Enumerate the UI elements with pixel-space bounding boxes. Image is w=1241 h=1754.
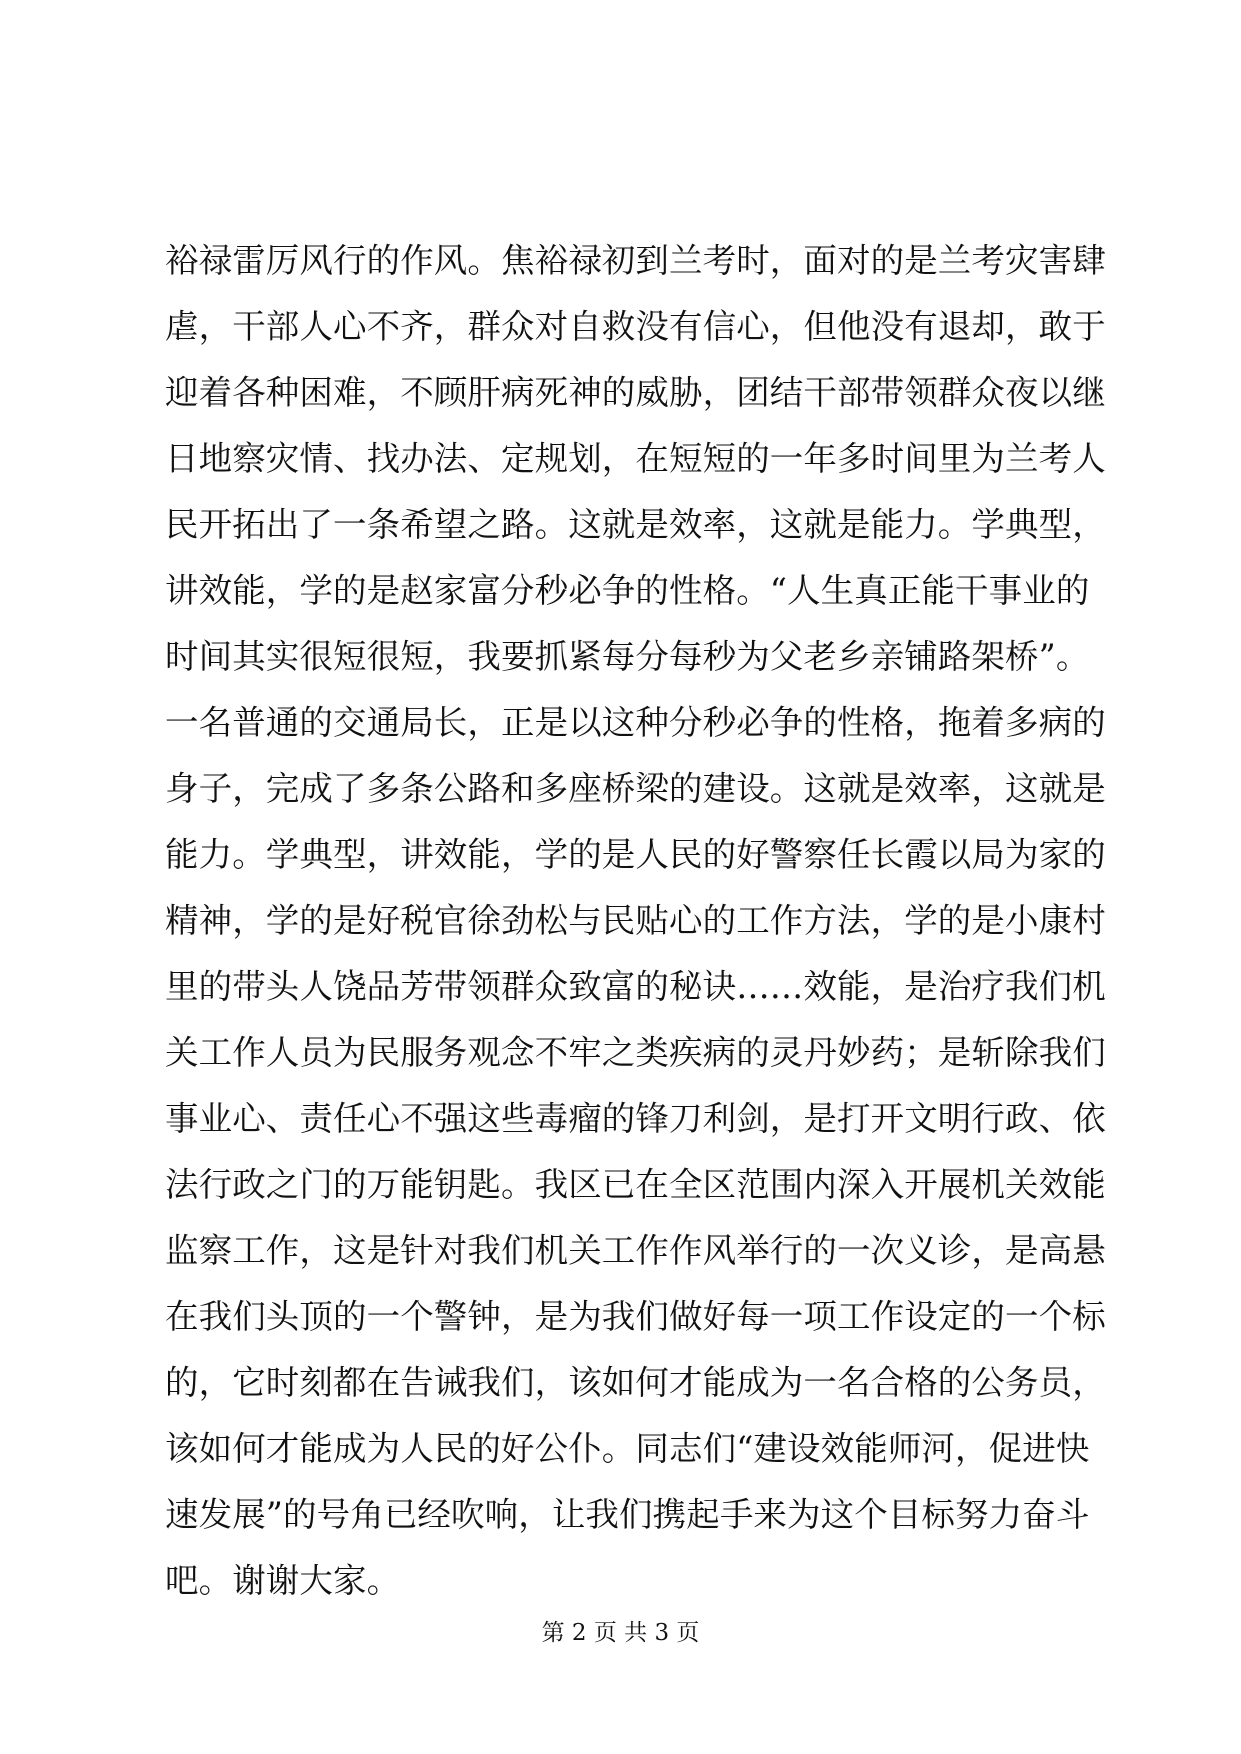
text-line: 一名普通的交通局长，正是以这种分秒必争的性格，拖着多病的 [165,703,1106,742]
text-line: 民开拓出了一条希望之路。这就是效率，这就是能力。学典型， [165,505,1106,544]
text-line: 时间其实很短很短，我要抓紧每分每秒为父老乡亲铺路架桥”。 [165,637,1090,676]
text-line: 法行政之门的万能钥匙。我区已在全区范围内深入开展机关效能 [165,1165,1106,1204]
body-text [165,228,1106,1614]
text-line: 吧。谢谢大家。 [165,1561,401,1600]
text-line: 事业心、责任心不强这些毒瘤的锋刀利剑，是打开文明行政、依 [165,1099,1106,1138]
page-number-footer: 第 2 页 共 3 页 [541,1620,700,1646]
text-line: 关工作人员为民服务观念不牢之类疾病的灵丹妙药；是斩除我们 [165,1033,1106,1072]
text-line: 监察工作，这是针对我们机关工作作风举行的一次义诊，是高悬 [165,1231,1106,1270]
text-line: 迎着各种困难，不顾肝病死神的威胁，团结干部带领群众夜以继 [165,373,1106,412]
text-line: 身子，完成了多条公路和多座桥梁的建设。这就是效率，这就是 [165,769,1106,808]
text-line: 速发展”的号角已经吹响，让我们携起手来为这个目标努力奋斗 [165,1495,1090,1534]
text-line: 能力。学典型，讲效能，学的是人民的好警察任长霞以局为家的 [165,835,1106,874]
text-line: 在我们头顶的一个警钟，是为我们做好每一项工作设定的一个标 [165,1297,1106,1336]
text-line: 该如何才能成为人民的好公仆。同志们“建设效能师河，促进快 [165,1429,1090,1468]
text-line: 精神，学的是好税官徐劲松与民贴心的工作方法，学的是小康村 [165,901,1106,940]
text-line: 的，它时刻都在告诫我们，该如何才能成为一名合格的公务员， [165,1363,1106,1402]
text-line: 里的带头人饶品芳带领群众致富的秘诀……效能，是治疗我们机 [165,967,1106,1006]
text-line: 日地察灾情、找办法、定规划，在短短的一年多时间里为兰考人 [165,439,1106,478]
text-line: 裕禄雷厉风行的作风。焦裕禄初到兰考时，面对的是兰考灾害肆 [165,241,1106,280]
text-line: 讲效能，学的是赵家富分秒必争的性格。“人生真正能干事业的 [165,571,1090,610]
text-line: 虐，干部人心不齐，群众对自救没有信心，但他没有退却，敢于 [165,307,1106,346]
